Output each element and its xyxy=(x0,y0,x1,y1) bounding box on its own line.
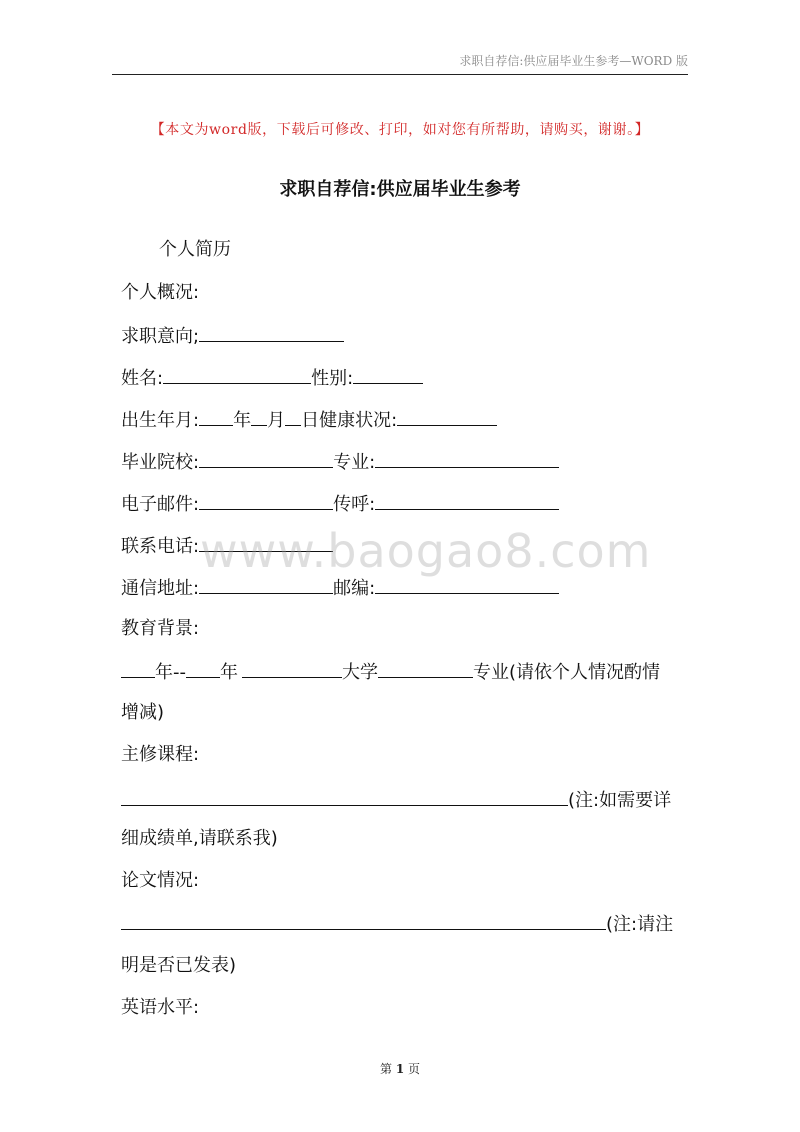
courses-note: (注:如需要详 xyxy=(568,790,672,811)
month-label: 月 xyxy=(267,410,286,431)
thesis-note-cont: 明是否已发表) xyxy=(121,955,237,976)
phone-label: 联系电话: xyxy=(121,536,200,557)
birth-year-blank xyxy=(199,406,233,426)
education-cont: 增减) xyxy=(121,702,165,723)
email-pager-row xyxy=(121,490,559,516)
thesis-label: 论文情况: xyxy=(121,870,200,891)
major-blank xyxy=(375,448,559,468)
page-footer xyxy=(0,1060,800,1077)
edu-start-blank xyxy=(121,658,155,678)
edu-major-label: 专业(请依个人情况酌情 xyxy=(473,662,661,683)
footer-suffix: 页 xyxy=(408,1062,421,1076)
major-label: 专业: xyxy=(333,452,376,473)
year-label: 年 xyxy=(233,410,252,431)
courses-note-cont: 细成绩单,请联系我) xyxy=(121,828,278,849)
birth-month-blank xyxy=(251,406,267,426)
thesis-row xyxy=(121,910,673,936)
english-label: 英语水平: xyxy=(121,997,200,1018)
name-label: 姓名: xyxy=(121,368,164,389)
header-rule xyxy=(112,74,688,75)
address-label: 通信地址: xyxy=(121,578,200,599)
university-label: 大学 xyxy=(342,662,378,683)
school-label: 毕业院校: xyxy=(121,452,200,473)
edu-dash-label: 年-- xyxy=(155,662,186,683)
courses-label: 主修课程: xyxy=(121,744,200,765)
footer-prefix: 第 xyxy=(379,1062,392,1076)
name-blank xyxy=(163,364,311,384)
birth-day-blank xyxy=(285,406,301,426)
watermark: www.baogao8.com xyxy=(200,524,652,578)
purchase-notice: 【本文为word版，下载后可修改、打印，如对您有所帮助，请购买，谢谢。】 xyxy=(150,122,650,138)
name-gender-row xyxy=(121,364,423,390)
overview-label: 个人概况: xyxy=(121,282,200,303)
email-label: 电子邮件: xyxy=(121,494,200,515)
education-row xyxy=(121,658,660,684)
thesis-note: (注:请注 xyxy=(606,914,674,935)
email-blank xyxy=(199,490,333,510)
job-intent-row xyxy=(121,322,344,348)
page-number: 1 xyxy=(395,1062,405,1076)
edu-major-blank xyxy=(378,658,473,678)
thesis-blank xyxy=(121,910,606,930)
birth-health-row xyxy=(121,406,497,432)
running-header: 求职自荐信:供应届毕业生参考—WORD 版 xyxy=(459,54,688,68)
resume-heading: 个人简历 xyxy=(159,239,231,260)
school-major-row xyxy=(121,448,559,474)
courses-row xyxy=(121,786,671,812)
university-blank xyxy=(242,658,342,678)
school-blank xyxy=(199,448,333,468)
pager-blank xyxy=(375,490,559,510)
day-health-label: 日健康状况: xyxy=(301,410,398,431)
zip-label: 邮编: xyxy=(333,578,376,599)
gender-label: 性别: xyxy=(311,368,354,389)
education-label: 教育背景: xyxy=(121,618,200,639)
birth-label: 出生年月: xyxy=(121,410,200,431)
document-title: 求职自荐信:供应届毕业生参考 xyxy=(279,179,521,200)
gender-blank xyxy=(353,364,423,384)
courses-blank xyxy=(121,786,568,806)
job-intent-blank xyxy=(199,322,344,342)
edu-end-blank xyxy=(186,658,220,678)
health-blank xyxy=(397,406,497,426)
edu-year-label: 年 xyxy=(220,662,238,683)
pager-label: 传呼: xyxy=(333,494,376,515)
job-intent-label: 求职意向; xyxy=(121,326,200,347)
